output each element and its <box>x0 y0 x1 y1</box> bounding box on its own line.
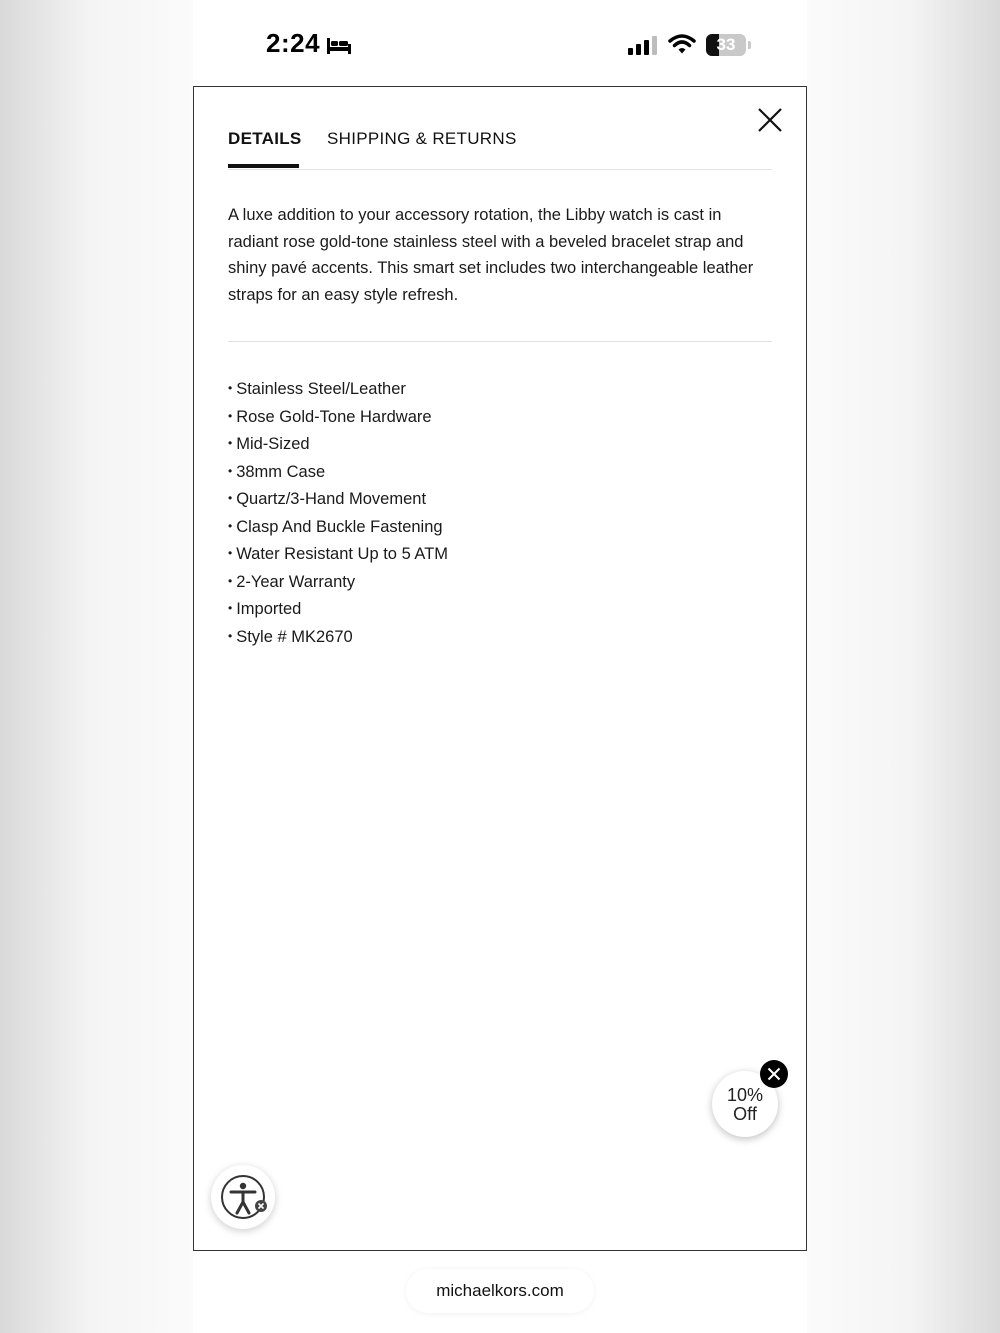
divider <box>228 341 772 342</box>
bed-icon <box>326 36 352 61</box>
promo-percent: 10% <box>726 1085 764 1105</box>
tab-shipping-returns[interactable]: SHIPPING & RETURNS <box>327 129 517 148</box>
promo-close-button[interactable] <box>760 1060 788 1088</box>
feature-item: • Quartz/3-Hand Movement <box>228 486 448 514</box>
feature-item: • 2-Year Warranty <box>228 569 448 597</box>
feature-item: • Stainless Steel/Leather <box>228 376 448 404</box>
phone-screen <box>193 0 807 1333</box>
feature-item: • Style # MK2670 <box>228 624 448 652</box>
feature-list <box>228 376 448 651</box>
feature-item: • Water Resistant Up to 5 ATM <box>228 541 448 569</box>
accessibility-icon <box>211 1165 275 1229</box>
tab-details[interactable]: DETAILS <box>228 129 302 148</box>
feature-item: • Mid-Sized <box>228 431 448 459</box>
status-bar <box>193 0 807 86</box>
feature-item: • Clasp And Buckle Fastening <box>228 514 448 542</box>
tab-bar <box>228 125 772 170</box>
promo-off-label: Off <box>733 1104 757 1124</box>
browser-url-bar[interactable]: michaelkors.com <box>406 1269 594 1313</box>
product-details-modal <box>193 86 807 1251</box>
battery-icon <box>706 34 752 56</box>
battery-level: 33 <box>716 35 736 54</box>
wifi-icon <box>668 33 696 60</box>
status-time: 2:24 <box>266 28 321 58</box>
product-description: A luxe addition to your accessory rotation, the Libby watch is cast in radiant rose gold-tone stainless steel with a beveled bracelet strap and shiny pavé accents. This smart set includes two interchangeable leather straps for an easy style refresh. <box>228 206 754 304</box>
feature-item: • Imported <box>228 596 448 624</box>
signal-icon <box>628 35 660 60</box>
close-icon <box>760 1060 788 1088</box>
feature-item: • Rose Gold-Tone Hardware <box>228 404 448 432</box>
feature-item: • 38mm Case <box>228 459 448 487</box>
accessibility-button[interactable] <box>211 1165 275 1229</box>
active-tab-indicator <box>228 164 299 168</box>
